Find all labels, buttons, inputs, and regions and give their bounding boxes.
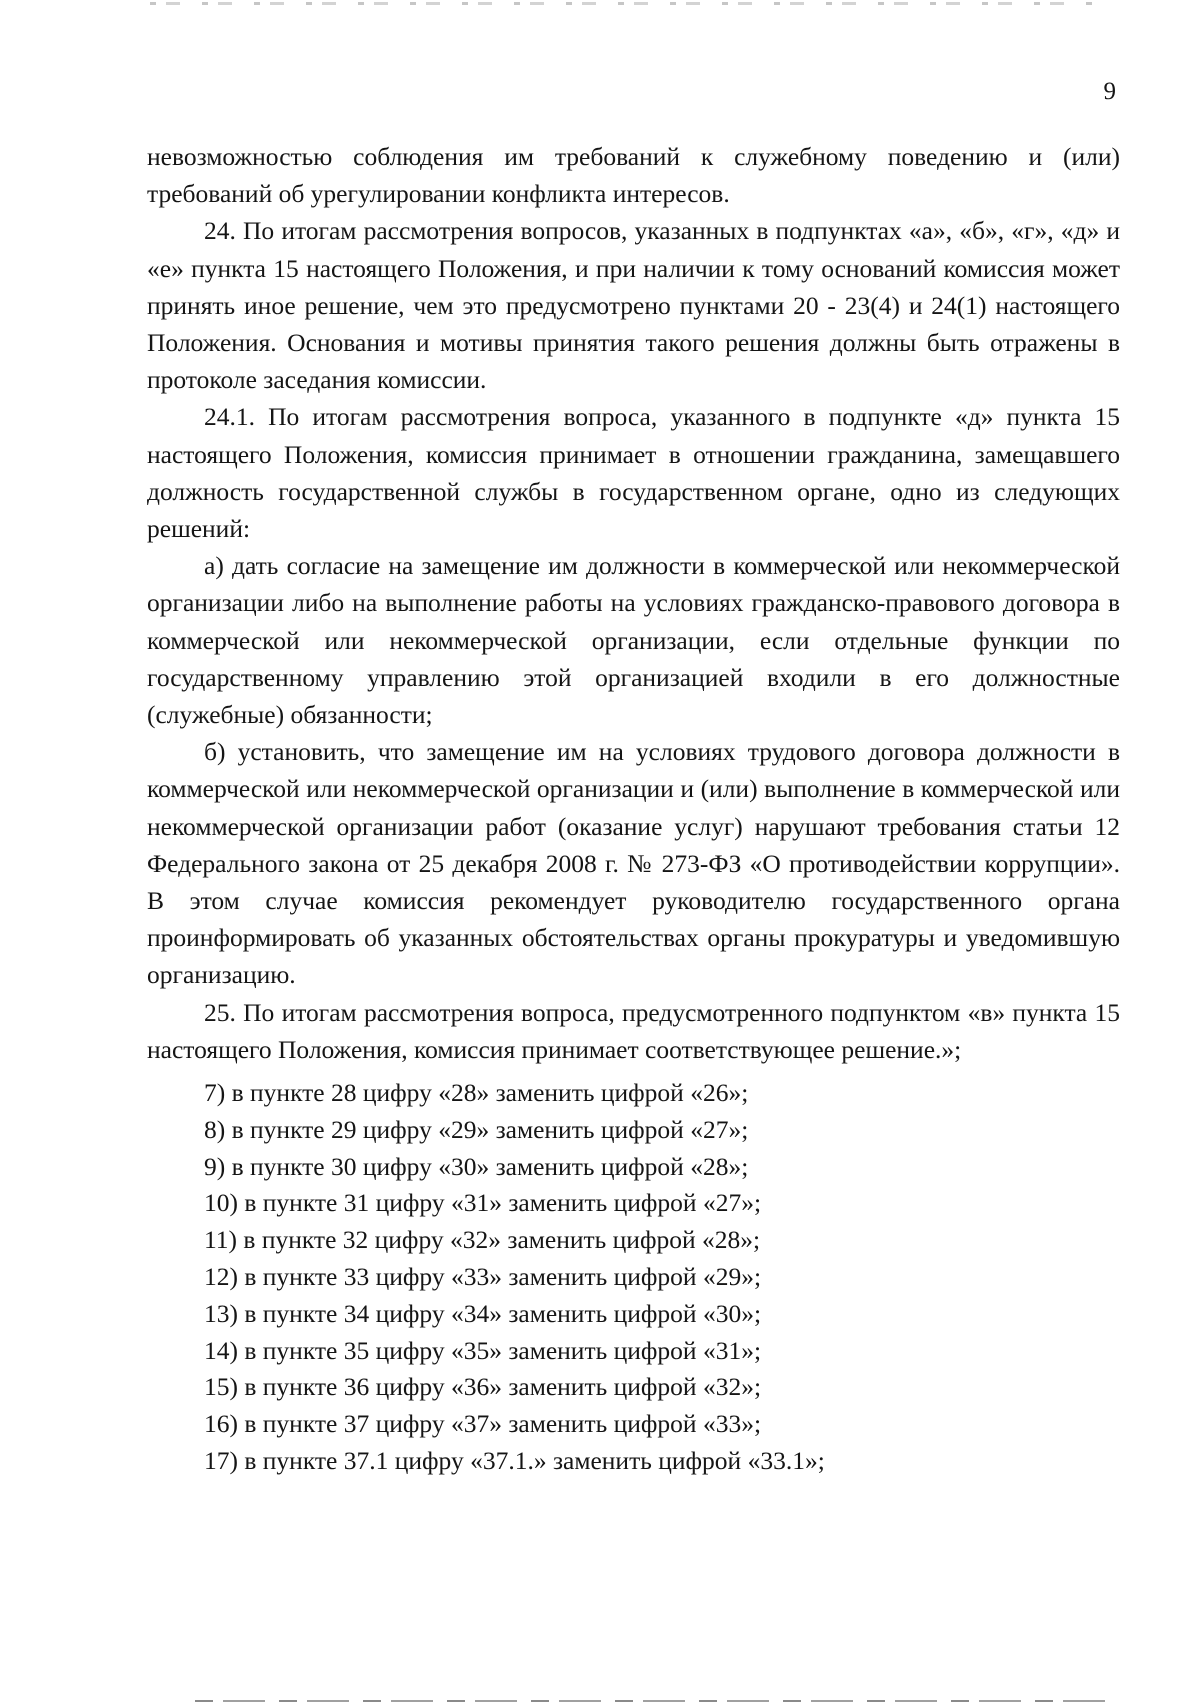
scan-edge-bottom [195,1700,1105,1702]
paragraph-item-24-1: 24.1. По итогам рассмотрения вопроса, указанного в подпункте «д» пункта 15 настоящего Положения, комиссия принимает в отношении гражданина, замещавшего должность государственной службы в государственном органе, одно из следующих решений: [147,402,1120,544]
paragraph-continuation: невозможностью соблюдения им требований к служебному поведению и (или) требований об урегулировании конфликта интересов. [147,142,1120,209]
list-item: 8) в пункте 29 цифру «29» заменить цифрой «27»; [204,1114,749,1144]
list-item: 12) в пункте 33 цифру «33» заменить цифрой «29»; [204,1262,762,1292]
list-item: 11) в пункте 32 цифру «32» заменить цифрой «28»; [204,1225,761,1255]
paragraph-subitem-a: а) дать согласие на замещение им должности в коммерческой или некоммерческой организации либо на выполнение работы на условиях гражданско-правового договора в коммерческой или некоммерческой организации, если отдельные функции по государственному управлению этой организацией входили в его должностные (служебные) обязанности; [147,551,1120,730]
list-item: 14) в пункте 35 цифру «35» заменить цифрой «31»; [204,1335,762,1365]
list-item: 7) в пункте 28 цифру «28» заменить цифрой «26»; [204,1078,749,1108]
list-item: 15) в пункте 36 цифру «36» заменить цифрой «32»; [204,1372,762,1402]
amendments-list [147,1075,1120,1480]
scan-edge-top [150,2,1100,5]
list-item: 13) в пункте 34 цифру «34» заменить цифрой «30»; [204,1298,762,1328]
paragraph-item-24: 24. По итогам рассмотрения вопросов, указанных в подпунктах «а», «б», «г», «д» и «е» пункта 15 настоящего Положения, и при наличии к тому оснований комиссия может принять иное решение, чем это предусмотрено пунктами 20 - 23(4) и 24(1) настоящего Положения. Основания и мотивы принятия такого решения должны быть отражены в протоколе заседания комиссии. [147,216,1120,395]
page-number: 9 [1103,78,1116,105]
paragraph-item-25: 25. По итогам рассмотрения вопроса, предусмотренного подпунктом «в» пункта 15 настоящего Положения, комиссия принимает соответствующее решение.»; [147,997,1120,1064]
list-item: 9) в пункте 30 цифру «30» заменить цифрой «28»; [204,1151,749,1181]
list-item: 10) в пункте 31 цифру «31» заменить цифрой «27»; [204,1188,762,1218]
paragraph-subitem-b: б) установить, что замещение им на условиях трудового договора должности в коммерческой или некоммерческой организации и (или) выполнение в коммерческой или некоммерческой организации работ (оказание услуг) нарушают требования статьи 12 Федерального закона от 25 декабря 2008 г. № 273-ФЗ «О противодействии коррупции». В этом случае комиссия рекомендует руководителю государственного органа проинформировать об указанных обстоятельствах органы прокуратуры и уведомившую организацию. [147,737,1120,990]
document-body [147,138,1120,1480]
list-item: 17) в пункте 37.1 цифру «37.1.» заменить цифрой «33.1»; [204,1446,825,1476]
list-item: 16) в пункте 37 цифру «37» заменить цифрой «33»; [204,1409,762,1439]
